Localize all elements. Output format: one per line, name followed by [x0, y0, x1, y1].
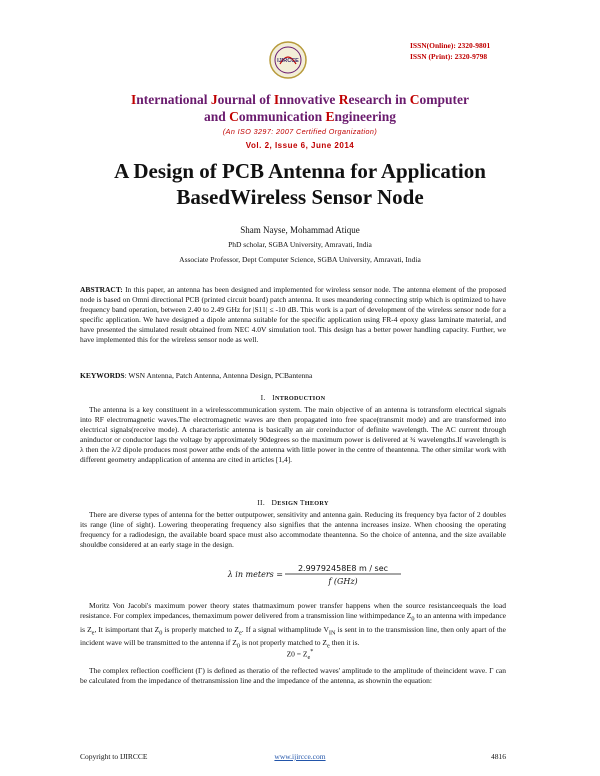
journal-word: nnovative [279, 92, 339, 107]
abstract-text: In this paper, an antenna has been designed and implemented for wireless sensor node. The antenna element of the proposed node is based on Omni directional PCB (printed circuit board) patch antenna. It uses meandering connecting strip which is optimized to have frequency band operation, between 2.40 to 2.49 GHz for |S11| ≤ -10 dB. This work is a part of development of the wireless sensor node for a specific application. We have designed a dipole antenna suitable for the specific application using FR-4 epoxy glass laminate material, and have presented the simulated result obtained from NEC 4.0V simulation tool. This design has a better power handling capacity. Further, we have implemented this for the wireless sensor node as well. [80, 285, 506, 344]
subscript: 0 [411, 615, 415, 623]
para-text: Moritz Von Jacobi's maximum power theory states thatmaximum power transfer happens when the source resistanceequals the load resistance. For complex impedances, themaximum power delivered from a transmission line withimpedance Z [80, 601, 506, 620]
section-rest: HEORY [304, 500, 329, 507]
section-number: II. [257, 498, 266, 507]
logo-text: IJIRCCE [277, 58, 299, 64]
journal-word: esearch in [348, 92, 410, 107]
para-text: then it is. [329, 638, 360, 647]
journal-logo [268, 40, 308, 80]
subscript: e [238, 629, 242, 636]
journal-word: ngineering [334, 109, 397, 124]
section-initial: D [271, 498, 278, 507]
subscript: e [91, 629, 95, 636]
journal-word: nternational [136, 92, 211, 107]
abstract-label: ABSTRACT: [80, 285, 123, 294]
keywords-label: KEYWORDS [80, 371, 125, 380]
journal-cap: R [338, 92, 349, 107]
equation-numerator: 2.99792458E8 m / sec [297, 564, 389, 573]
introduction-paragraph: The antenna is a key constituent in a wirelesscommunication system. The main objective of an antenna is totransform electrical signals into RF electromagnetic waves.The electromagnetic waves are then propagated into free space(transmit mode) and are transformed into electrical signals(receive mode). A characteristic antenna is basically an air coreinductor of definite wavelength. The AC current through aninductor or conductor lags the voltage by approximately 90degrees so the maximum power is delivered at ¾ wavelengths.If wavelength is λ then the λ/2 dipole produces most power atthe ends of the antenna with little power in the centre of theantenna. The other similar work with different geometry andapplication of antenna are cited in articles [1,4]. [80, 405, 506, 464]
para-text: is sent in to the transmission line, then only apart of the incident wave will be transmitted to the antenna if Z [80, 624, 506, 647]
affiliation-1: PhD scholar, SGBA University, Amravati, India [228, 240, 372, 249]
title-line-2: BasedWireless Sensor Node [176, 185, 424, 209]
footer-copyright: Copyright to IJIRCCE [80, 752, 148, 761]
wavelength-equation [0, 560, 600, 590]
iso-certification: (An ISO 3297: 2007 Certified Organization) [222, 127, 378, 136]
subscript: IN [328, 629, 336, 636]
section-number: I. [260, 393, 266, 402]
subscript: 0 [159, 629, 163, 636]
subscript: e [327, 642, 330, 650]
section-rest: ESIGN [277, 500, 300, 507]
journal-cap: C [409, 92, 420, 107]
para-text: , It isimportant that Z [94, 624, 160, 634]
authors: Sham Nayse, Mohammad Atique [240, 225, 360, 235]
design-theory-paragraph-3: The complex reflection coefficient (Γ) is defined as theratio of the reflected waves' amplitude to the amplitude of theincident wave. Γ can be calculated from the impedance of thetransmission line and the impedance of the antenna, as shownin the equation: [80, 666, 506, 685]
para-text: . If a signal withamplitude V [241, 624, 329, 634]
paper-title [50, 158, 550, 210]
issn-block [410, 40, 560, 62]
journal-word: ommunication [238, 109, 326, 124]
volume-issue: Vol. 2, Issue 6, June 2014 [245, 141, 355, 150]
keywords-text: : WSN Antenna, Patch Antenna, Antenna Design, PCBantenna [124, 371, 313, 380]
subscript: 0 [236, 642, 240, 650]
para-text: is not properly matched to Z [239, 638, 328, 647]
abstract [80, 285, 506, 345]
journal-cap: I [273, 92, 280, 107]
issn-print: ISSN (Print): 2320-9798 [410, 52, 488, 61]
affiliation-2: Associate Professor, Dept Computer Science, SGBA University, Amravati, India [179, 255, 421, 264]
design-theory-paragraph-1: There are diverse types of antenna for the better outputpower, sensitivity and antenna gain. Reducing its frequency bya factor of 2 doubles its range (line of sight). Lowering theoperating frequency also signifies that the antenna increases insize. When choosing the operating frequency for a radiodesign, the available board space must also accommodate theantenna. So the choice of antenna, and the size available shouldbe considered at an early stage in the design. [80, 510, 506, 549]
section-initial: T [299, 498, 305, 507]
subscript: e [307, 654, 311, 661]
section-heading-introduction [80, 393, 506, 402]
equation-text: Z0 = Z [286, 649, 308, 659]
footer-url-link[interactable]: www.ijircce.com [274, 752, 326, 761]
para-text: is properly matched to Z [162, 624, 239, 634]
journal-name [60, 91, 540, 125]
section-heading-design-theory [80, 498, 506, 507]
keywords [80, 371, 506, 381]
section-rest: NTRODUCTION [274, 395, 326, 402]
journal-word: omputer [419, 92, 470, 107]
journal-word: ournal of [217, 92, 274, 107]
equation-denominator: f (GHz) [328, 577, 358, 586]
journal-cap: I [130, 92, 137, 107]
section-initial: I [272, 393, 275, 402]
footer-page-number: 4816 [491, 752, 506, 761]
journal-cap: C [229, 109, 239, 124]
para-text: to an antenna with impedance is Z [80, 611, 506, 634]
journal-cap: E [325, 109, 335, 124]
journal-cap: J [210, 92, 218, 107]
design-theory-paragraph-2 [80, 601, 506, 652]
impedance-match-equation [0, 648, 600, 661]
issn-online: ISSN(Online): 2320-9801 [410, 41, 491, 50]
superscript: * [310, 648, 314, 655]
journal-line-1 [60, 91, 540, 108]
equation-lhs: λ in meters = [227, 570, 283, 579]
journal-word: and [203, 109, 230, 124]
journal-line-2 [60, 108, 540, 125]
title-line-1: A Design of PCB Antenna for Application [114, 159, 486, 183]
